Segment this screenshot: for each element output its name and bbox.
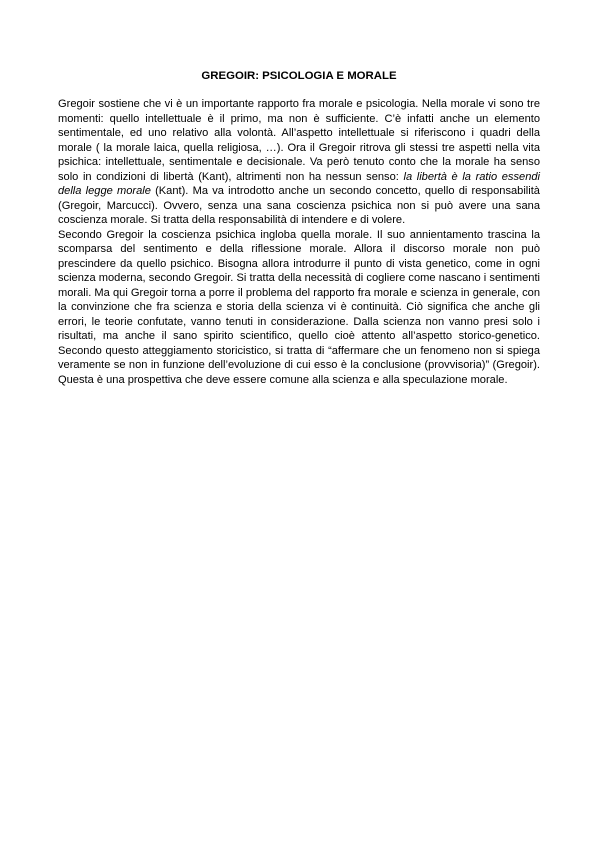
paragraph-1 bbox=[58, 97, 540, 228]
document-body bbox=[58, 97, 540, 387]
document-title: GREGOIR: PSICOLOGIA E MORALE bbox=[201, 70, 397, 82]
kant-quote-italic: la libertà è la ratio essendi della legge morale bbox=[58, 170, 540, 197]
paragraph-1-text-b: (Kant). Ma va introdotto anche un secondo concetto, quello di responsabilità (Gregoir, Marcucci). Ovvero, senza una sana coscienza psichica non si può avere una sana coscienza morale. Si tratta della responsabilità di intendere e di volere. bbox=[58, 185, 540, 226]
paragraph-2: Secondo Gregoir la coscienza psichica ingloba quella morale. Il suo annientamento trascina la scomparsa del sentimento e della riflessione morale. Allora il discorso morale non può prescindere da quello psichico. Bisogna allora introdurre il punto di vista genetico, come in ogni scienza moderna, secondo Gregoir. Si tratta della necessità di cogliere come nascano i sentimenti morali. Ma qui Gregoir torna a porre il problema del rapporto fra morale e scienza in generale, con la convinzione che fra scienza e storia della scienza vi è continuità. Ciò significa che anche gli errori, le teorie confutate, vanno tenuti in considerazione. Dalla scienza non vanno presi solo i risultati, ma anche il sano spirito scientifico, quello cioè attento all’aspetto storico-genetico. Secondo questo atteggiamento storicistico, si tratta di “affermare che un fenomeno non si spiega veramente se non in funzione dell’evoluzione di cui esso è la conclusione (provvisoria)” (Gregoir). Questa è una prospettiva che deve essere comune alla scienza e alla speculazione morale. bbox=[58, 228, 540, 386]
paragraph-1-text-a: Gregoir sostiene che vi è un importante rapporto fra morale e psicologia. Nella morale vi sono tre momenti: quello intellettuale è il primo, ma non è sufficiente. C’è infatti anche un elemento sentimentale, ed uno relativo alla volontà. All’aspetto intellettuale si riferiscono i quadri della morale ( la morale laica, quella religiosa, …). Ora il Gregoir ritrova gli stessi tre aspetti nella vita psichica: intellettuale, sentimentale e decisionale. Va però tenuto conto che la morale ha senso solo in condizioni di libertà (Kant), altrimenti non ha nessun senso: bbox=[58, 98, 540, 183]
